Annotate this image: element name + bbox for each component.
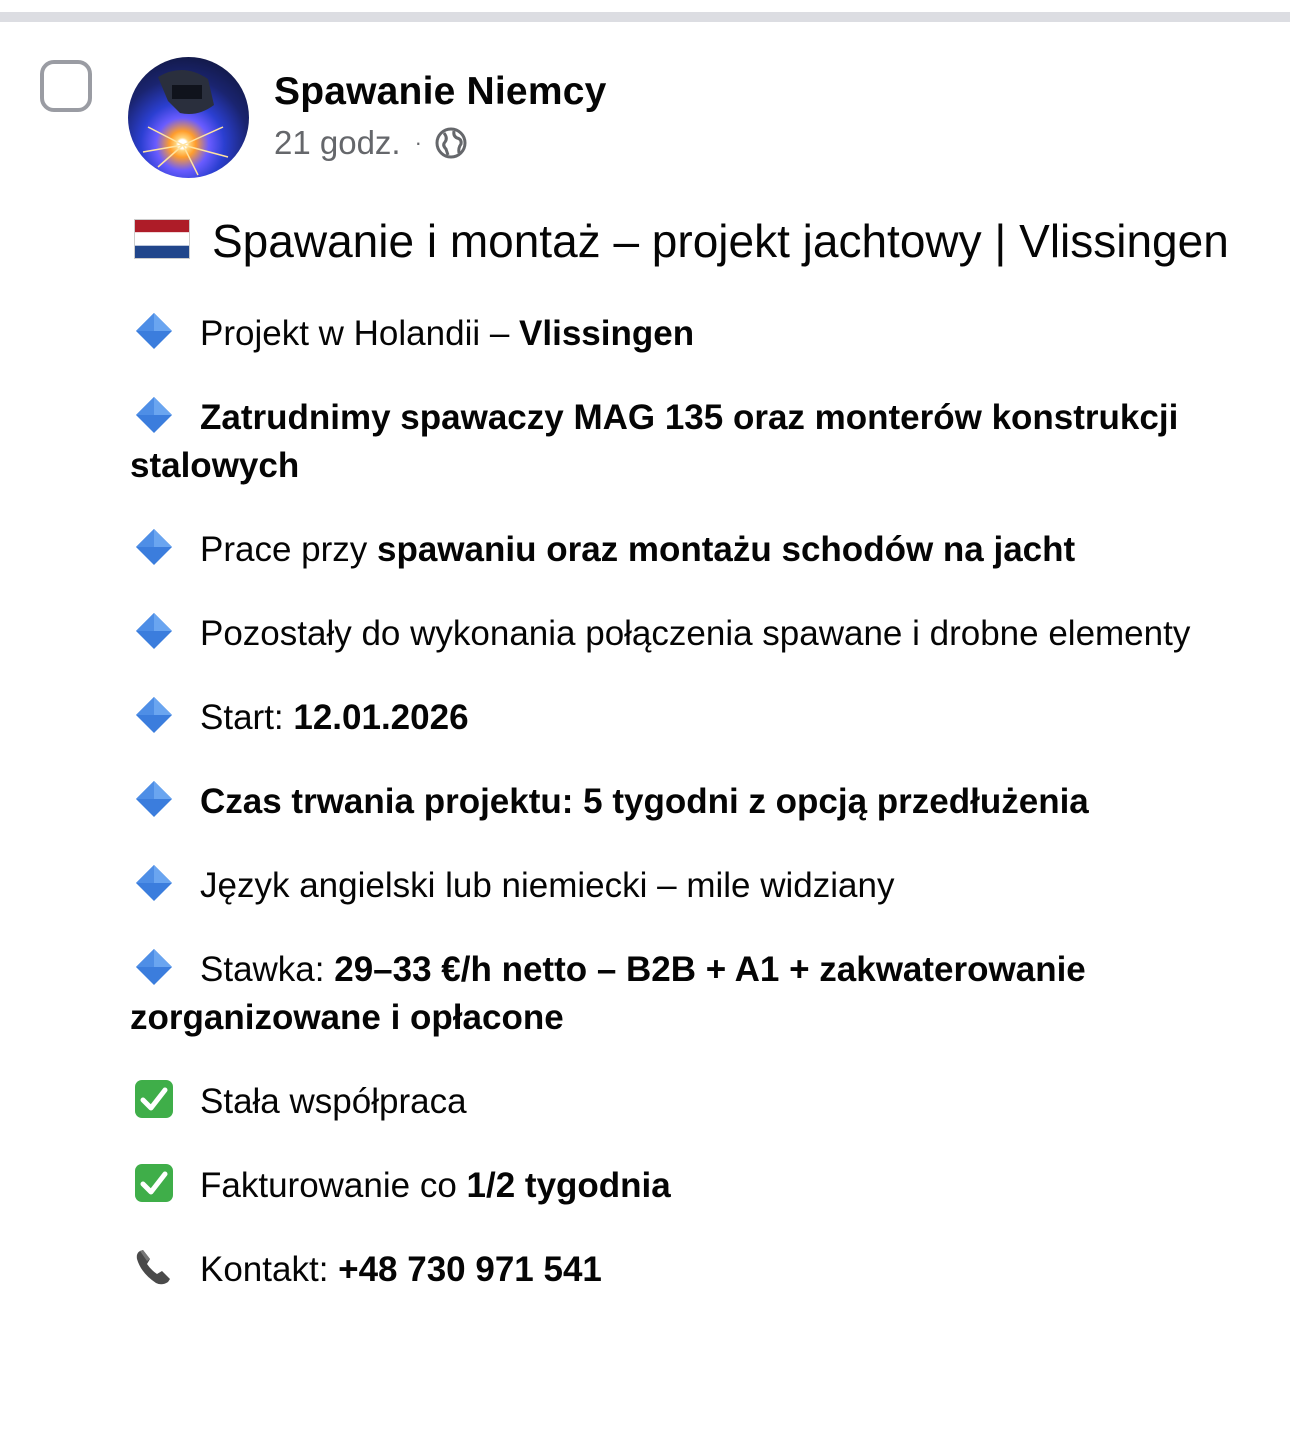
check-mark-icon bbox=[134, 1163, 174, 1203]
post-line bbox=[130, 310, 1250, 358]
post-title-text: Spawanie i montaż – projekt jachtowy | Vlissingen bbox=[212, 215, 1229, 267]
post-line-text: Fakturowanie co bbox=[200, 1166, 467, 1205]
post-title bbox=[130, 206, 1250, 276]
post-line-text: Stawka: bbox=[200, 950, 335, 989]
select-post-checkbox[interactable] bbox=[40, 60, 92, 112]
blue-diamond-icon bbox=[134, 527, 174, 567]
post-line-text: Język angielski lub niemiecki – mile widziany bbox=[200, 866, 895, 905]
post-line bbox=[130, 862, 1250, 910]
post-line bbox=[130, 1246, 1250, 1294]
top-divider bbox=[0, 0, 1290, 22]
post-line bbox=[130, 1162, 1250, 1210]
blue-diamond-icon bbox=[134, 863, 174, 903]
meta-separator: · bbox=[414, 130, 422, 155]
post-line-text: Start: bbox=[200, 698, 294, 737]
post-line-text: Pozostały do wykonania połączenia spawane i drobne elementy bbox=[200, 614, 1191, 653]
post-line bbox=[130, 694, 1250, 742]
blue-diamond-icon bbox=[134, 611, 174, 651]
blue-diamond-icon bbox=[134, 779, 174, 819]
check-mark-icon bbox=[134, 1079, 174, 1119]
post-time[interactable]: 21 godz. bbox=[274, 124, 401, 161]
post-line-bold-text: +48 730 971 541 bbox=[338, 1250, 602, 1289]
post-body bbox=[130, 206, 1250, 1330]
blue-diamond-icon bbox=[134, 947, 174, 987]
post-line-text: Kontakt: bbox=[200, 1250, 339, 1289]
avatar[interactable] bbox=[128, 57, 249, 178]
post-line-bold-text: Czas trwania projektu: 5 tygodni z opcją przedłużenia bbox=[200, 782, 1089, 821]
post-line bbox=[130, 610, 1250, 658]
post-lines bbox=[130, 310, 1250, 1294]
post-line-text: Projekt w Holandii – bbox=[200, 314, 520, 353]
post-line-bold-text: 29–33 €/h netto – B2B + A1 + zakwaterowanie zorganizowane i opłacone bbox=[130, 950, 1086, 1037]
post-line bbox=[130, 1078, 1250, 1126]
post-line-bold-text: 12.01.2026 bbox=[293, 698, 469, 737]
blue-diamond-icon bbox=[134, 395, 174, 435]
post-line bbox=[130, 526, 1250, 574]
welder-photo-icon bbox=[128, 57, 249, 178]
globe-icon[interactable] bbox=[434, 126, 468, 160]
post-line-bold-text: Vlissingen bbox=[519, 314, 695, 353]
post-line bbox=[130, 946, 1250, 1042]
blue-diamond-icon bbox=[134, 695, 174, 735]
post-line-bold-text: Zatrudnimy spawaczy MAG 135 oraz monterów konstrukcji stalowych bbox=[130, 398, 1179, 485]
post-line-bold-text: 1/2 tygodnia bbox=[466, 1166, 671, 1205]
post-line-text: Prace przy bbox=[200, 530, 377, 569]
phone-icon bbox=[134, 1247, 174, 1287]
blue-diamond-icon bbox=[134, 311, 174, 351]
post-line-bold-text: spawaniu oraz montażu schodów na jacht bbox=[377, 530, 1076, 569]
post-meta bbox=[274, 124, 468, 162]
post-line-text: Stała współpraca bbox=[200, 1082, 467, 1121]
post-line bbox=[130, 778, 1250, 826]
author-name[interactable]: Spawanie Niemcy bbox=[274, 70, 607, 113]
netherlands-flag-icon bbox=[134, 219, 190, 259]
post-line bbox=[130, 394, 1250, 490]
